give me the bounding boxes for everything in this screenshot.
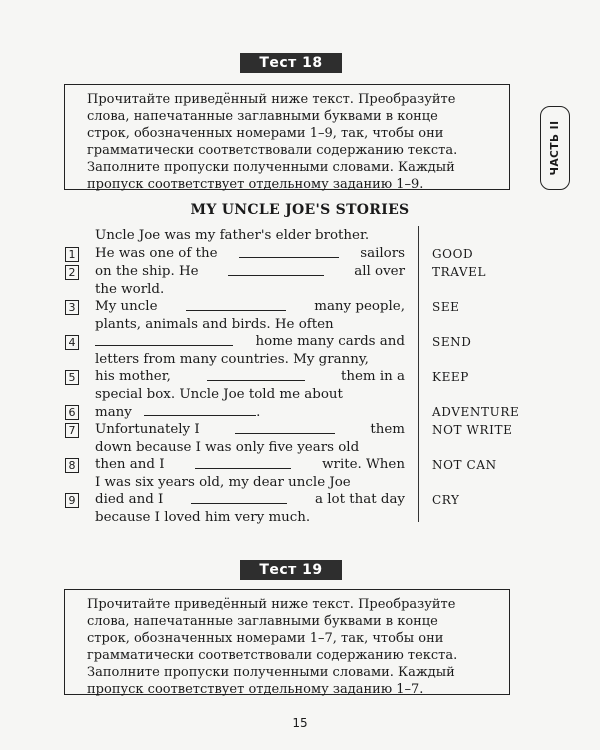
story-text: because I loved him very much. [95, 510, 311, 525]
story-text: his mother, [95, 369, 171, 384]
story-line [95, 456, 405, 474]
item-number-box: 7 [65, 423, 79, 438]
story-line [95, 263, 405, 281]
answer-blank-4[interactable] [95, 333, 233, 346]
story-text: letters from many countries. My granny, [95, 352, 369, 367]
story-text: Unfortunately I [95, 422, 200, 437]
story-line [95, 421, 405, 439]
story-text: My uncle [95, 299, 158, 314]
key-word: TRAVEL [432, 265, 487, 279]
story-text: many people, [314, 299, 405, 314]
story-line [95, 474, 405, 492]
item-number-box: 5 [65, 370, 79, 385]
instruction-line: строк, обозначенных номерами 1–7, так, чтобы они [87, 631, 444, 646]
page-number: 15 [292, 716, 308, 730]
key-word: ADVENTURE [432, 405, 520, 419]
story-line [95, 403, 405, 421]
story-line [95, 509, 405, 527]
story-line [95, 333, 405, 351]
key-word: NOT WRITE [432, 423, 513, 437]
answer-blank-5[interactable] [207, 368, 305, 381]
story-text: plants, animals and birds. He often [95, 317, 334, 332]
story-line [95, 386, 405, 404]
story-text: home many cards and [255, 334, 405, 349]
part-two-label: ЧАСТЬ II [549, 120, 561, 176]
story-line [95, 439, 405, 457]
instruction-line: Заполните пропуски полученными словами. Каждый [87, 665, 455, 680]
key-word: CRY [432, 493, 460, 507]
story-text: them [370, 422, 405, 437]
instruction-line: слова, напечатанные заглавными буквами в конце [87, 614, 438, 629]
item-number-box: 3 [65, 300, 79, 315]
story-line [95, 351, 405, 369]
story-line [95, 298, 405, 316]
story-text: died and I [95, 492, 164, 507]
instruction-line: Прочитайте приведённый ниже текст. Преобразуйте [87, 597, 456, 612]
instruction-line: Прочитайте приведённый ниже текст. Преобразуйте [87, 92, 456, 107]
answer-blank-8[interactable] [195, 456, 291, 469]
story-text: them in a [340, 369, 405, 384]
instruction-line: пропуск соответствует отдельному заданию 1–7. [87, 682, 424, 697]
key-word: SEE [432, 300, 460, 314]
key-word: SEND [432, 335, 472, 349]
story-text: sailors [360, 246, 405, 261]
story-text: on the ship. He [95, 264, 199, 279]
test-19-instructions [64, 589, 510, 695]
story-line [95, 227, 405, 245]
item-number-box: 4 [65, 335, 79, 350]
story-text: . [256, 405, 261, 420]
story-line [95, 491, 405, 509]
story-line [95, 281, 405, 299]
story-text: all over [354, 264, 405, 279]
column-divider [418, 226, 419, 522]
story-line [95, 368, 405, 386]
answer-blank-7[interactable] [235, 421, 335, 434]
instruction-line: слова, напечатанные заглавными буквами в конце [87, 109, 438, 124]
test-18-instructions [64, 84, 510, 190]
item-number-box: 1 [65, 247, 79, 262]
instruction-line: строк, обозначенных номерами 1–9, так, чтобы они [87, 126, 444, 141]
answer-blank-6[interactable] [144, 403, 256, 416]
test-19-badge: Тест 19 [240, 560, 342, 580]
answer-blank-2[interactable] [228, 263, 324, 276]
instruction-line: Заполните пропуски полученными словами. Каждый [87, 160, 455, 175]
story-text: special box. Uncle Joe told me about [95, 387, 343, 402]
story-text: down because I was only five years old [95, 440, 360, 455]
story-text: He was one of the [95, 246, 218, 261]
instruction-line: грамматически соответствовали содержанию текста. [87, 143, 458, 158]
item-number-box: 9 [65, 493, 79, 508]
answer-blank-1[interactable] [239, 245, 339, 258]
story-text: many [95, 405, 132, 420]
item-number-box: 8 [65, 458, 79, 473]
instruction-line: грамматически соответствовали содержанию текста. [87, 648, 458, 663]
key-word: GOOD [432, 247, 474, 261]
answer-blank-9[interactable] [191, 491, 287, 504]
story-line [95, 245, 405, 263]
story-text: a lot that day [315, 492, 405, 507]
story-text: write. When [322, 457, 405, 472]
instruction-line: пропуск соответствует отдельному заданию 1–9. [87, 177, 424, 192]
story-title: MY UNCLE JOE'S STORIES [190, 202, 410, 218]
part-two-tab [540, 106, 570, 190]
item-number-box: 6 [65, 405, 79, 420]
key-word: KEEP [432, 370, 469, 384]
story-text: Uncle Joe was my father's elder brother. [95, 228, 370, 243]
key-word: NOT CAN [432, 458, 497, 472]
story-text: I was six years old, my dear uncle Joe [95, 475, 351, 490]
story-text: the world. [95, 282, 165, 297]
answer-blank-3[interactable] [186, 298, 286, 311]
story-text: then and I [95, 457, 165, 472]
story-line [95, 316, 405, 334]
item-number-box: 2 [65, 265, 79, 280]
test-18-badge: Тест 18 [240, 53, 342, 73]
